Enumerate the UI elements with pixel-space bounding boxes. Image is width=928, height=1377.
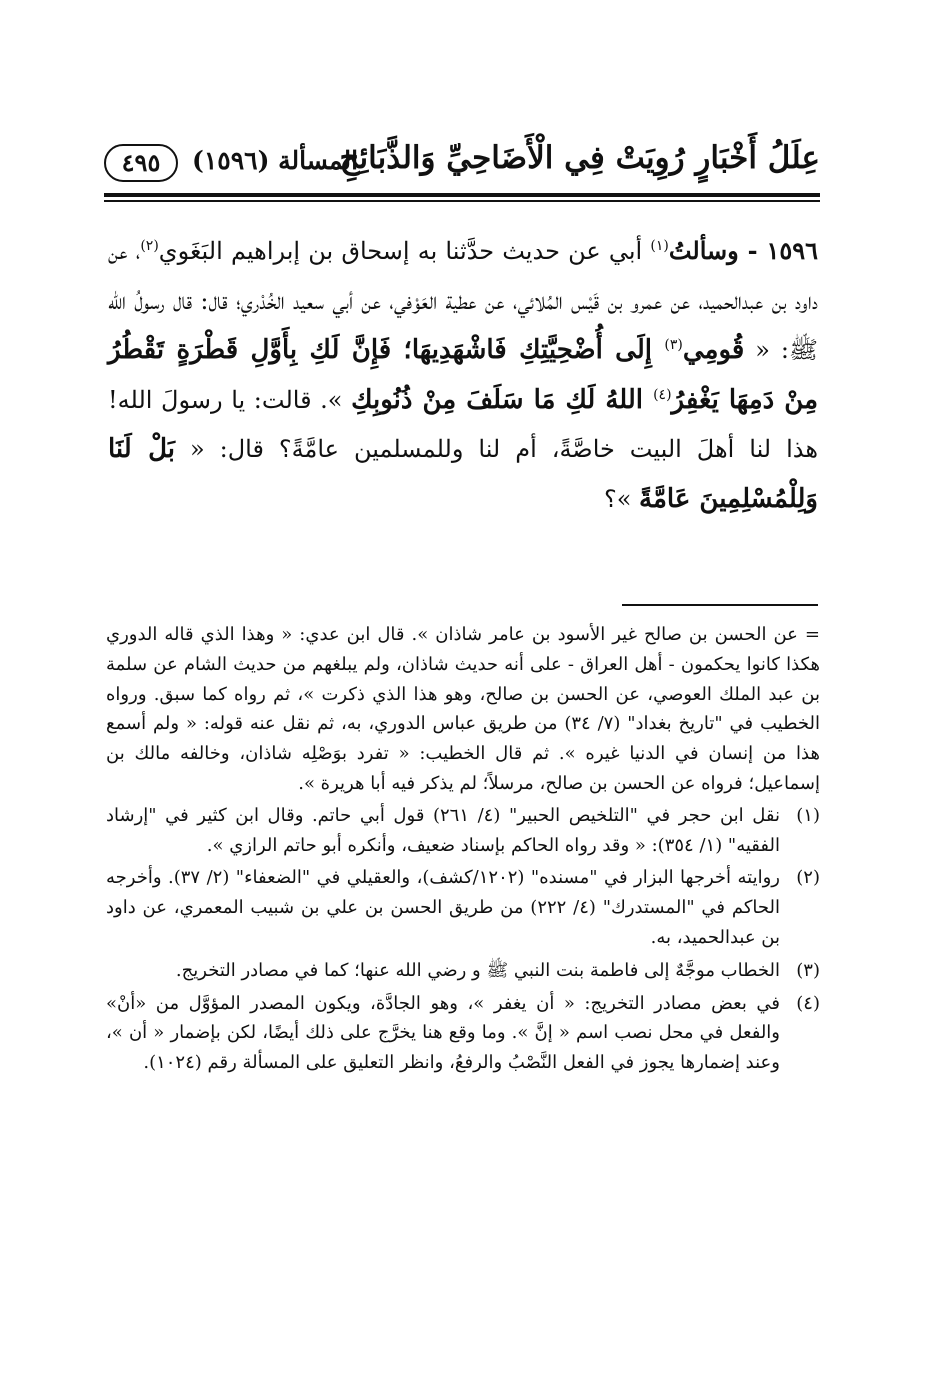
footnotes-section — [106, 620, 820, 1081]
hadith-text-1: قُومِي — [682, 335, 745, 365]
footnote-text: في بعض مصادر التخريج: « أن يغفر »، وهو الجادَّة، ويكون المصدر المؤوَّل من «أنْ» والفعل في محل نصب اسم « إنَّ ». وما وقع هنا يخرَّج على ذلك أيضًا، لكن بإضمار « أن »، وعند إضمارها يجوز في الفعل النَّصْبُ والرفعُ، وانظر التعليق على المسألة رقم (١٠٢٤). — [106, 992, 780, 1074]
running-title: عِلَلُ أَخْبَارٍ رُوِيَتْ فِي الْأَضَاحِيِّ وَالذَّبَائِحِ — [339, 140, 820, 176]
footnote-item — [106, 801, 820, 861]
page-number-badge: ٤٩٥ — [104, 144, 178, 182]
footnote-text: الخطاب موجَّهٌ إلى فاطمة بنت النبي ﷺ و رضي الله عنها؛ كما في مصادر التخريج. — [175, 959, 780, 981]
hadith-text-4: بَلْ لَنَا وَلِلْمُسْلِمِينَ عَامَّةً — [108, 434, 818, 514]
footnote-item — [106, 989, 820, 1078]
page-header — [104, 138, 820, 190]
footnote-ref-3: (٣) — [664, 337, 683, 353]
footnote-label: (١) — [796, 804, 820, 826]
narration-end: »؟ — [603, 484, 640, 513]
issue-label: المسألة (١٥٩٦) — [192, 146, 359, 175]
header-rule-thick — [104, 193, 820, 197]
footnote-label: (٢) — [796, 867, 820, 889]
footnote-continuation: = عن الحسن بن صالح غير الأسود بن عامر شاذان ». قال ابن عدي: « وهذا الذي قاله الدوري هكذا كانوا يحكمون - أهل العراق - على أنه حديث شاذان، ولم يبلغهم من حديث الشام عن سلمة بن عبد الملك العوصي، عن الحسن بن صالح، وهو هذا الذي ذكرت »، ثم رواه كما سبق. ورواه الخطيب في "تاريخ بغداد" (٧/ ٣٤) من طريق عباس الدوري، به، ثم نقل عنه قوله: « ولم أسمع هذا من إنسان في الدنيا غيره ». ثم قال الخطيب: « تفرد بوَصْلِه شاذان، وخالفه مالك بن إسماعيل؛ فرواه عن الحسن بن صالح، مرسلاً؛ لم يذكر فيه أبا هريرة ». — [106, 624, 820, 794]
footnote-text: نقل ابن حجر في "التلخيص الحبير" (٤/ ٢٦١) قول أبي حاتم. وقال ابن كثير في "إرشاد الفقيه" (١/ ٣٥٤): « وقد رواه الحاكم بإسناد ضعيف، وأنكره أبو حاتم الرازي ». — [106, 804, 780, 856]
footnote-item — [106, 863, 820, 952]
footnote-ref-4: (٤) — [653, 386, 672, 403]
main-text — [108, 226, 818, 524]
footnote-text: روايته أخرجها البزار في "مسنده" (١٢٠٢/كشف)، والعقيلي في "الضعفاء" (٢/ ٣٧). وأخرجه الحاكم في "المستدرك" (٤/ ٢٢٢) من طريق الحسن بن علي بن شبيب المعمري، عن داود بن عبدالحميد، به. — [106, 867, 780, 948]
isnad-part-1: أبي عن حديث حدَّثنا به إسحاق بن إبراهيم البَغَوي — [158, 237, 651, 265]
footnote-label: (٣) — [796, 959, 820, 981]
footnote-label: (٤) — [796, 992, 820, 1014]
narration-continued: ». قالت: يا رسولَ الله! هذا لنا أهلَ البيت خاصَّةً، أم لنا وللمسلمين عامَّةً؟ قال: « — [108, 385, 819, 463]
hadith-text-3: اللهُ لَكِ مَا سَلَفَ مِنْ ذُنُوبِكِ — [351, 384, 654, 415]
isnad-part-2: ، عن داود بن عبدالحميد، عن عمرو بن قَيْس المُلائي، عن عطية العَوْفي، عن أبي سعيد الخُدْري؛ قال: قال رسولُ الله ﷺ: « — [108, 237, 819, 364]
footnote-separator — [622, 604, 818, 606]
issue-number: ١٥٩٦ — [766, 236, 818, 265]
footnote-item — [106, 956, 820, 986]
footnote-ref-2: (٢) — [140, 238, 159, 254]
hadith-text-2: إِلَى أُضْحِيَّتِكِ فَاشْهَدِيهَا؛ فَإِنَّ لَكِ بِأَوَّلِ قَطْرَةٍ تَقْطُرُ مِنْ دَمِهَا يَغْفِرُ — [108, 335, 819, 415]
footnote-ref-1: (١) — [650, 238, 669, 254]
question-intro: - وسألتُ — [668, 236, 767, 265]
header-rule-thin — [104, 200, 820, 202]
